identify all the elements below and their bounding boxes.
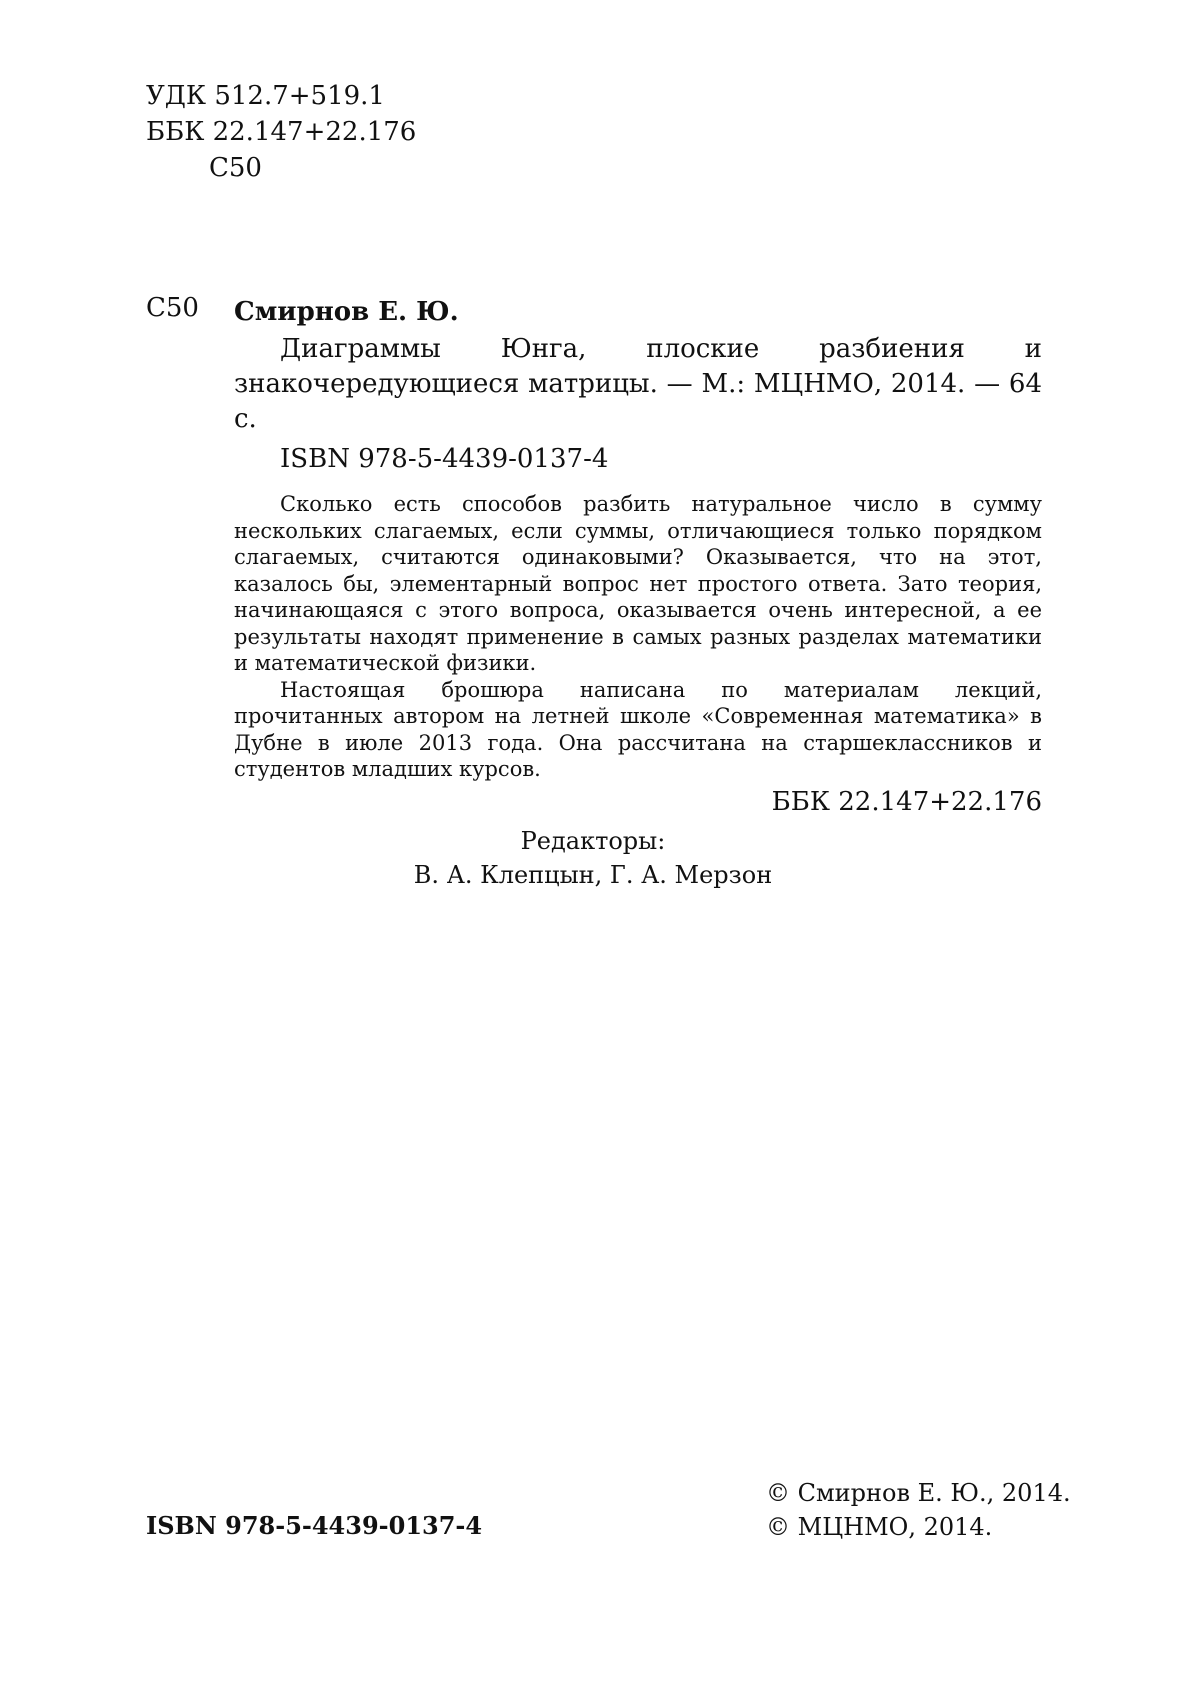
copyright-author: © Смирнов Е. Ю., 2014. xyxy=(766,1476,1071,1510)
isbn-entry: ISBN 978-5-4439-0137-4 xyxy=(234,441,1042,477)
book-title-imprint: Диаграммы Юнга, плоские разбиения и знакочередующиеся матрицы. — М.: МЦНМО, 2014. — 64 с. xyxy=(234,332,1042,437)
bbk-code: ББК 22.147+22.176 xyxy=(146,114,416,150)
abstract xyxy=(234,491,1042,783)
bibliographic-entry xyxy=(234,294,1042,819)
author-mark: С50 xyxy=(146,290,199,326)
bbk-footer-code: ББК 22.147+22.176 xyxy=(234,785,1042,819)
udk-code: УДК 512.7+519.1 xyxy=(146,78,385,114)
abstract-paragraph: Сколько есть способов разбить натуральное число в сумму нескольких слагаемых, если суммы, отличающиеся только порядком слагаемых, считаются одинаковыми? Оказывается, что на этот, казалось бы, элементарный вопрос нет простого ответа. Зато теория, начинающаяся с этого вопроса, оказывается очень интересной, а ее результаты находят применение в самых разных разделах математики и математической физики. xyxy=(234,491,1042,677)
editors-names: В. А. Клепцын, Г. А. Мерзон xyxy=(0,858,1186,892)
copyright-publisher: © МЦНМО, 2014. xyxy=(766,1510,1071,1544)
footer-isbn: ISBN 978-5-4439-0137-4 xyxy=(146,1510,482,1542)
author-name: Смирнов Е. Ю. xyxy=(234,294,1042,330)
copyright-block xyxy=(766,1476,1071,1544)
editors-label: Редакторы: xyxy=(0,824,1186,858)
author-mark-top: С50 xyxy=(209,150,262,186)
abstract-paragraph: Настоящая брошюра написана по материалам лекций, прочитанных автором на летней школе «Современная математика» в Дубне в июле 2013 года. Она рассчитана на старшеклассников и студентов младших курсов. xyxy=(234,677,1042,783)
editors-block xyxy=(0,824,1186,892)
